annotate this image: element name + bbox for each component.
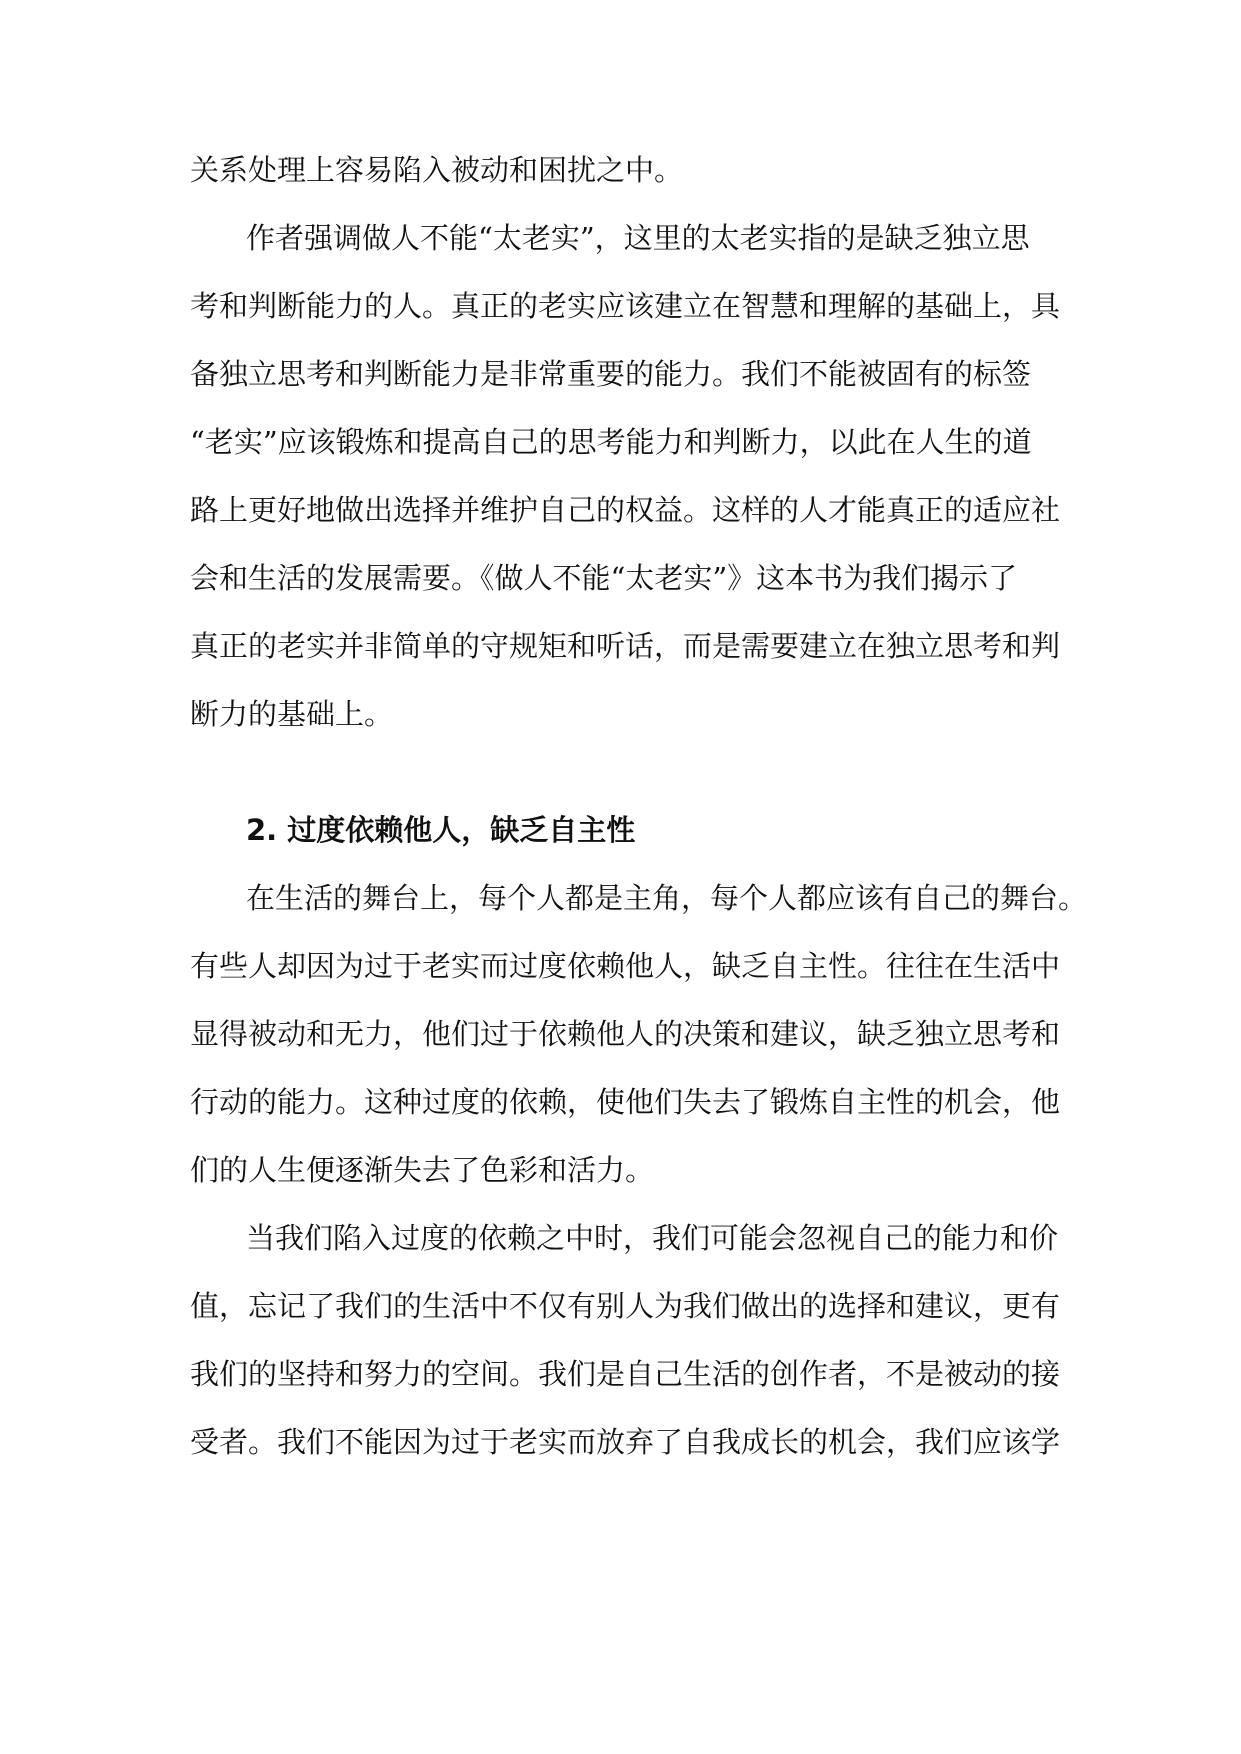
text-line: 备独立思考和判断能力是非常重要的能力。我们不能被固有的标签 (190, 357, 1032, 391)
text-line: 有些人却因为过于老实而过度依赖他人，缺乏自主性。往往在生活中 (190, 949, 1061, 983)
paragraph-first-line: 在生活的舞台上，每个人都是主角，每个人都应该有自己的舞台。 (246, 881, 1088, 915)
text-line: 关系处理上容易陷入被动和困扰之中。 (190, 153, 684, 187)
text-line: 真正的老实并非简单的守规矩和听话，而是需要建立在独立思考和判 (190, 629, 1061, 663)
text-line: 显得被动和无力，他们过于依赖他人的决策和建议，缺乏独立思考和 (190, 1017, 1061, 1051)
section-heading: 2. 过度依赖他人，缺乏自主性 (246, 813, 636, 847)
text-line: 考和判断能力的人。真正的老实应该建立在智慧和理解的基础上，具 (190, 289, 1061, 323)
text-line: 值，忘记了我们的生活中不仅有别人为我们做出的选择和建议，更有 (190, 1289, 1061, 1323)
text-line: 行动的能力。这种过度的依赖，使他们失去了锻炼自主性的机会，他 (190, 1085, 1061, 1119)
paragraph-first-line: 当我们陷入过度的依赖之中时，我们可能会忽视自己的能力和价 (246, 1221, 1059, 1255)
paragraph-first-line: 作者强调做人不能“太老实”，这里的太老实指的是缺乏独立思 (246, 221, 1030, 255)
text-line: 会和生活的发展需要。《做人不能“太老实”》这本书为我们揭示了 (190, 561, 1018, 595)
text-line: 受者。我们不能因为过于老实而放弃了自我成长的机会，我们应该学 (190, 1425, 1061, 1459)
text-line: 路上更好地做出选择并维护自己的权益。这样的人才能真正的适应社 (190, 493, 1061, 527)
text-line: “老实”应该锻炼和提高自己的思考能力和判断力，以此在人生的道 (190, 425, 1032, 459)
text-line: 我们的坚持和努力的空间。我们是自己生活的创作者，不是被动的接 (190, 1357, 1061, 1391)
text-line: 断力的基础上。 (190, 697, 394, 731)
text-line: 们的人生便逐渐失去了色彩和活力。 (190, 1153, 655, 1187)
